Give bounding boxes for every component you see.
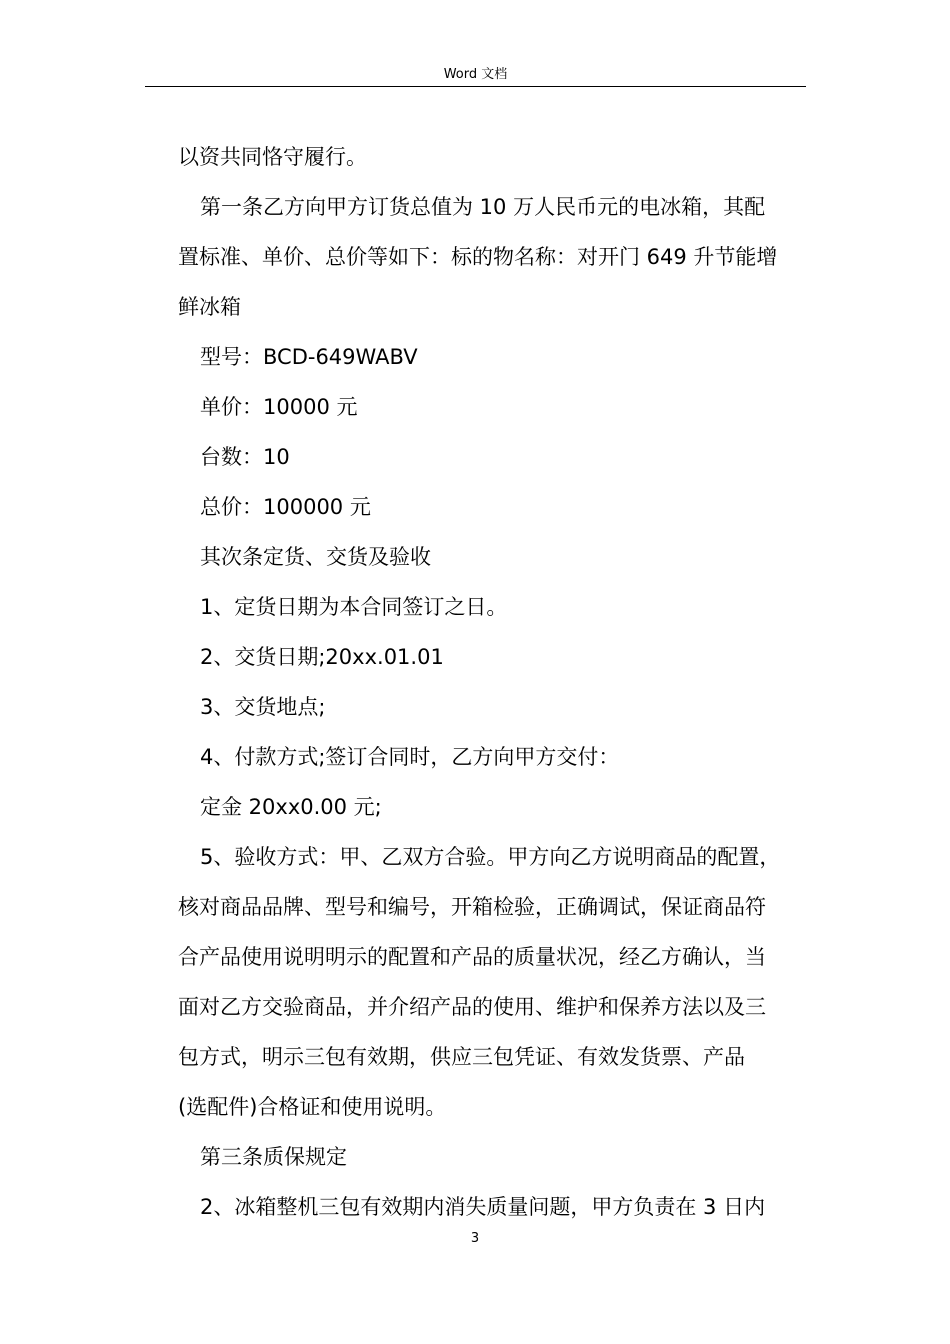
text-line: (选配件)合格证和使用说明。 xyxy=(178,1095,447,1119)
text-line: 台数：10 xyxy=(200,445,290,469)
text-line: 3、交货地点; xyxy=(200,695,326,719)
text-line: 第三条质保规定 xyxy=(200,1145,347,1169)
text-line: 鲜冰箱 xyxy=(178,295,241,319)
page-number: 3 xyxy=(470,1231,480,1246)
page-header: Word 文档 xyxy=(443,67,508,82)
text-line: 总价：100000 元 xyxy=(200,495,371,519)
text-line: 型号：BCD-649WABV xyxy=(200,345,418,369)
header-divider xyxy=(145,86,806,87)
text-line: 5、验收方式：甲、乙双方合验。甲方向乙方说明商品的配置， xyxy=(200,845,781,869)
text-line: 包方式，明示三包有效期，供应三包凭证、有效发货票、产品 xyxy=(178,1045,745,1069)
text-line: 单价：10000 元 xyxy=(200,395,358,419)
text-line: 定金 20xx0.00 元; xyxy=(200,795,382,819)
text-line: 置标准、单价、总价等如下：标的物名称：对开门 649 升节能增 xyxy=(178,245,778,269)
text-line: 2、交货日期;20xx.01.01 xyxy=(200,645,444,669)
text-line: 4、付款方式;签订合同时，乙方向甲方交付： xyxy=(200,745,620,769)
text-line: 合产品使用说明明示的配置和产品的质量状况，经乙方确认，当 xyxy=(178,945,766,969)
text-line: 以资共同恪守履行。 xyxy=(178,145,367,169)
text-line: 2、冰箱整机三包有效期内消失质量问题，甲方负责在 3 日内 xyxy=(200,1195,766,1219)
text-line: 面对乙方交验商品，并介绍产品的使用、维护和保养方法以及三 xyxy=(178,995,766,1019)
document-body xyxy=(178,132,810,1232)
text-line: 核对商品品牌、型号和编号，开箱检验，正确调试，保证商品符 xyxy=(178,895,766,919)
text-line: 第一条乙方向甲方订货总值为 10 万人民币元的电冰箱，其配 xyxy=(200,195,766,219)
text-line: 1、定货日期为本合同签订之日。 xyxy=(200,595,508,619)
text-line: 其次条定货、交货及验收 xyxy=(200,545,431,569)
